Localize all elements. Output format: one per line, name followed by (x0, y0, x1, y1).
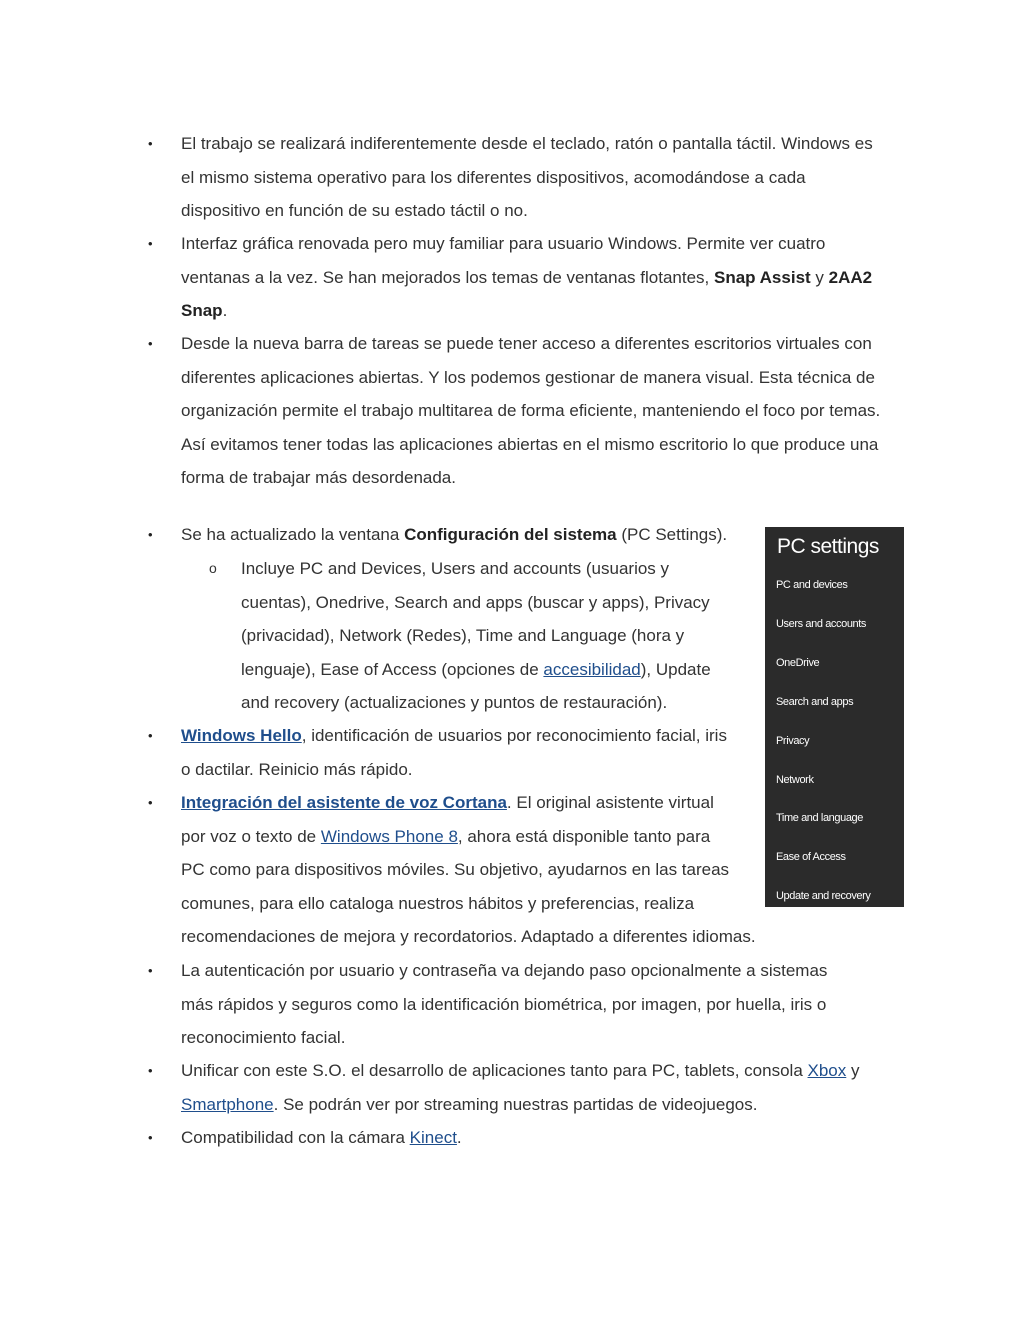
text-span: lenguaje), Ease of Access (opciones de (241, 659, 544, 679)
link-accesibilidad[interactable]: accesibilidad (543, 659, 641, 679)
bullet-marker: • (148, 136, 153, 151)
text-line: PC como para dispositivos móviles. Su objetivo, ayudarnos en las tareas (181, 860, 730, 879)
text-line: recomendaciones de mejora y recordatorios. Adaptado a diferentes idiomas. (181, 927, 756, 946)
link-xbox[interactable]: Xbox (807, 1061, 847, 1080)
text-line: reconocimiento facial. (181, 1028, 346, 1047)
text-line (241, 653, 711, 687)
link-cortana[interactable]: Integración del asistente de voz Cortana (181, 793, 507, 812)
link-smartphone[interactable]: Smartphone (181, 1094, 274, 1114)
link-windows-phone-8[interactable]: Windows Phone 8 (320, 826, 458, 846)
bullet-item-unify-apps (181, 1054, 860, 1121)
text-line (181, 1121, 462, 1155)
text-line: Desde la nueva barra de tareas se puede tener acceso a diferentes escritorios virtuales con (181, 334, 872, 353)
text-line: La autenticación por usuario y contraseña va dejando paso opcionalmente a sistemas (181, 961, 828, 980)
text-line (181, 820, 756, 854)
text-span: ventanas a la vez. Se han mejorados los temas de ventanas flotantes, (181, 267, 714, 287)
text-span: . (222, 301, 228, 320)
bullet-item-cortana (181, 786, 756, 954)
bold-term-snap-assist: Snap Assist (714, 267, 811, 287)
bullet-item-graphic-interface (181, 227, 872, 328)
text-span: Compatibilidad con la cámara (181, 1128, 410, 1147)
pc-settings-item: Users and accounts (776, 618, 867, 630)
text-line: el mismo sistema operativo para los diferentes dispositivos, acomodándose a cada (181, 167, 806, 187)
pc-settings-item: Search and apps (776, 696, 854, 708)
text-span: Se ha actualizado la ventana (181, 525, 405, 544)
bullet-marker: • (148, 527, 153, 542)
text-span: (PC Settings). (616, 525, 728, 544)
bold-term-snap: Snap (181, 301, 223, 320)
bullet-marker: • (148, 1130, 153, 1145)
bullet-marker: • (148, 795, 153, 810)
sub-bullet-marker: o (209, 560, 217, 576)
text-line: (privacidad), Network (Redes), Time and Language (hora y (241, 626, 685, 645)
bullet-item-authentication (181, 954, 827, 1055)
bullet-item-windows-hello (181, 719, 727, 786)
text-line: o dactilar. Reinicio más rápido. (181, 759, 413, 779)
bullet-marker: • (148, 236, 153, 251)
text-line: Incluye PC and Devices, Users and accounts (usuarios y (241, 559, 670, 578)
text-span: y (846, 1061, 860, 1080)
sub-item-settings-categories (241, 552, 711, 720)
text-line: El trabajo se realizará indiferentemente desde el teclado, ratón o pantalla táctil. Windows es (181, 134, 873, 153)
bullet-marker: • (148, 336, 153, 351)
text-span: ), Update (640, 659, 711, 679)
bullet-marker: • (148, 963, 153, 978)
text-line (181, 294, 872, 328)
bullet-item-pc-settings (181, 518, 727, 552)
text-line: cuentas), Onedrive, Search and apps (buscar y apps), Privacy (241, 592, 710, 612)
text-line (181, 786, 756, 820)
text-span: Unificar con este S.O. el desarrollo de aplicaciones tanto para PC, tablets, consola (181, 1061, 808, 1080)
text-line: diferentes aplicaciones abiertas. Y los podemos gestionar de manera visual. Esta técnica de (181, 367, 875, 387)
bullet-marker: • (148, 728, 153, 743)
pc-settings-title: PC settings (777, 535, 879, 558)
pc-settings-item: OneDrive (776, 657, 820, 669)
link-kinect[interactable]: Kinect (409, 1128, 457, 1147)
bold-term-2aa2: 2AA2 (828, 267, 873, 287)
text-line: comunes, para ello cataloga nuestros hábitos y preferencias, realiza (181, 893, 695, 913)
pc-settings-item: PC and devices (776, 579, 848, 591)
text-line: forma de trabajar más desordenada. (181, 468, 456, 487)
pc-settings-item: Time and language (776, 812, 863, 824)
text-line (181, 719, 727, 753)
bullet-marker: • (148, 1063, 153, 1078)
bold-term-configuracion: Configuración del sistema (404, 525, 617, 544)
text-line: and recovery (actualizaciones y puntos de restauración). (241, 693, 668, 712)
bullet-item-virtual-desktops (181, 327, 880, 495)
pc-settings-item: Ease of Access (776, 851, 846, 863)
pc-settings-image (765, 527, 904, 907)
text-line (181, 1054, 860, 1088)
pc-settings-item: Update and recovery (776, 890, 871, 902)
text-span: , identificación de usuarios por reconocimiento facial, iris (301, 726, 727, 745)
text-line (181, 1088, 860, 1122)
text-span: , ahora está disponible tanto para (457, 826, 711, 846)
text-span: . El original asistente virtual (506, 793, 714, 812)
text-line: dispositivo en función de su estado táctil o no. (181, 201, 528, 220)
pc-settings-item: Privacy (776, 735, 810, 747)
text-span: y (810, 267, 829, 287)
text-span: . (456, 1128, 462, 1147)
bullet-item-keyboard-mouse-touch (181, 127, 873, 228)
text-line: Así evitamos tener todas las aplicaciones abiertas en el mismo escritorio lo que produce una (181, 434, 879, 454)
bullet-item-kinect (181, 1121, 462, 1155)
text-line (181, 518, 727, 552)
text-span: por voz o texto de (181, 826, 321, 846)
link-windows-hello[interactable]: Windows Hello (181, 726, 302, 745)
text-line: más rápidos y seguros como la identificación biométrica, por imagen, por huella, iris o (181, 994, 827, 1014)
text-line: organización permite el trabajo multitarea de forma eficiente, manteniendo el foco por temas. (181, 401, 881, 420)
text-line (181, 261, 872, 295)
pc-settings-item: Network (776, 774, 814, 786)
text-span: . Se podrán ver por streaming nuestras partidas de videojuegos. (273, 1094, 758, 1114)
text-line: Interfaz gráfica renovada pero muy familiar para usuario Windows. Permite ver cuatro (181, 234, 826, 253)
